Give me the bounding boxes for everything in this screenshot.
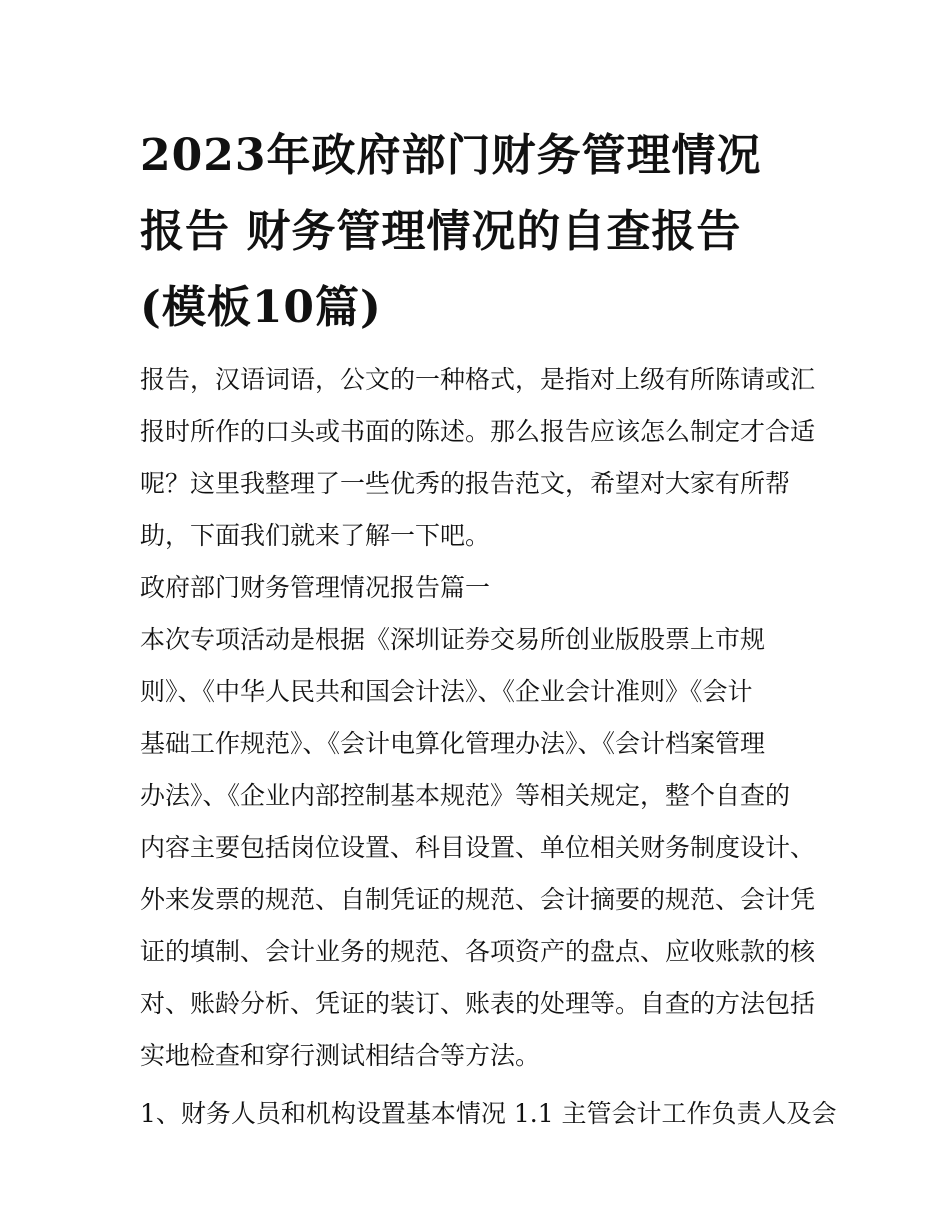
section-line: 证的填制、会计业务的规范、各项资产的盘点、应收账款的核 (140, 937, 816, 966)
section-line: 本次专项活动是根据《深圳证券交易所创业版股票上市规 (140, 625, 766, 654)
title-line: 2023年政府部门财务管理情况 (140, 130, 762, 181)
intro-line: 助，下面我们就来了解一下吧。 (140, 521, 491, 550)
title-line: 报告 财务管理情况的自查报告 (140, 206, 742, 257)
intro-line: 报时所作的口头或书面的陈述。那么报告应该怎么制定才合适 (140, 417, 816, 446)
section-line: 外来发票的规范、自制凭证的规范、会计摘要的规范、会计凭 (140, 885, 816, 914)
intro-line: 报告，汉语词语，公文的一种格式，是指对上级有所陈请或汇 (140, 365, 816, 394)
intro-line: 呢？这里我整理了一些优秀的报告范文，希望对大家有所帮 (140, 469, 791, 498)
document-body (140, 354, 837, 1140)
section-heading: 政府部门财务管理情况报告篇一 (140, 573, 491, 602)
section-line: 基础工作规范》、《会计电算化管理办法》、《会计档案管理 (140, 729, 766, 758)
section-line: 办法》、《企业内部控制基本规范》等相关规定，整个自查的 (140, 781, 791, 810)
section-line: 则》、《中华人民共和国会计法》、《企业会计准则》《会计 (140, 677, 753, 706)
section-line: 对、账龄分析、凭证的装订、账表的处理等。自查的方法包括 (140, 989, 816, 1018)
numbered-item-line: 1、财务人员和机构设置基本情况 1.1 主管会计工作负责人及会 (140, 1099, 837, 1128)
document-title (140, 118, 820, 346)
section-line: 实地检查和穿行测试相结合等方法。 (140, 1041, 541, 1070)
section-line: 内容主要包括岗位设置、科目设置、单位相关财务制度设计、 (140, 833, 816, 862)
title-line: (模板10篇) (140, 282, 382, 333)
